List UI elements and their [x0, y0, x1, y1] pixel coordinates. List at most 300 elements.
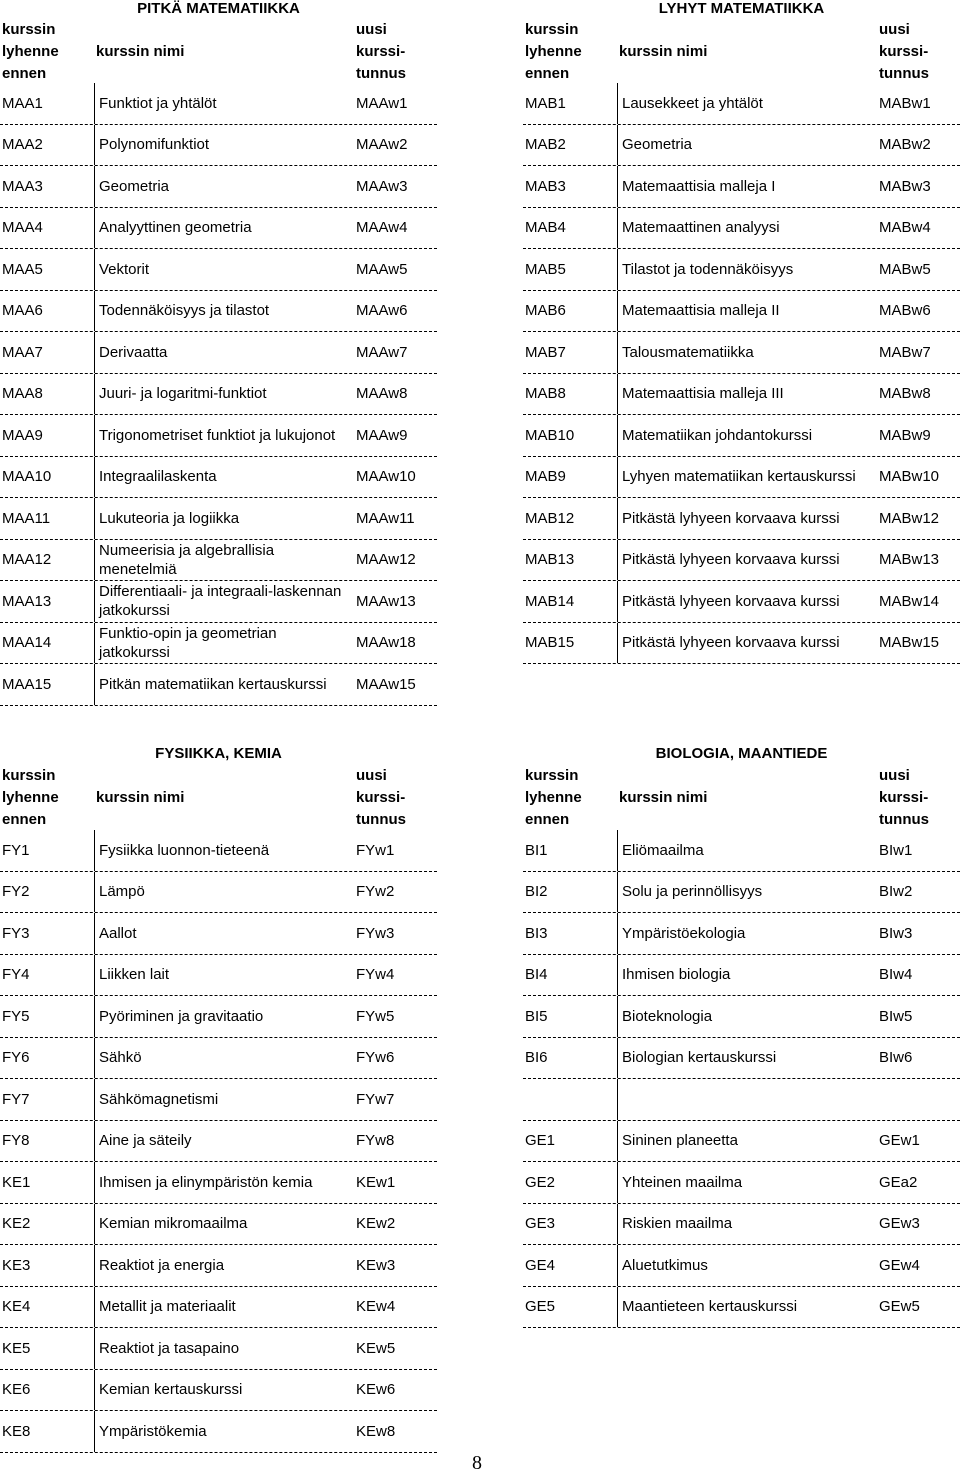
old-course-code: KE8: [2, 1422, 31, 1440]
table-row: [0, 1162, 437, 1204]
table-row: [523, 1245, 960, 1287]
table-row: [523, 83, 960, 125]
old-course-code: MAB14: [525, 592, 575, 610]
column-divider: [94, 1162, 95, 1203]
old-course-code: FY3: [2, 924, 30, 942]
table-row: [523, 1079, 960, 1121]
table-row: [0, 457, 437, 499]
course-name: Bioteknologia: [622, 1007, 713, 1025]
course-name: Aine ja säteily: [99, 1132, 192, 1150]
old-course-code: MAB7: [525, 343, 566, 361]
course-name: Pitkästä lyhyeen korvaava kurssi: [622, 592, 840, 610]
section-title: PITKÄ MATEMATIIKKA: [137, 0, 300, 17]
new-course-code: MAAw8: [356, 385, 408, 403]
new-course-code: FYw5: [356, 1007, 395, 1025]
header-new-code: uusi kurssi- tunnus: [879, 21, 929, 82]
course-name: Matemaattisia malleja III: [622, 385, 784, 403]
column-divider: [94, 1370, 95, 1411]
new-course-code: GEw5: [879, 1298, 920, 1316]
new-course-code: FYw2: [356, 883, 395, 901]
course-name: Kemian mikromaailma: [99, 1215, 248, 1233]
column-divider: [94, 332, 95, 373]
new-course-code: MAAw18: [356, 634, 416, 652]
column-divider: [94, 623, 95, 664]
old-course-code: MAB12: [525, 509, 575, 527]
old-course-code: KE3: [2, 1256, 31, 1274]
old-course-code: MAA12: [2, 551, 52, 569]
old-course-code: BI3: [525, 924, 548, 942]
table-row: [0, 415, 437, 457]
new-course-code: GEw1: [879, 1132, 920, 1150]
table-row: [523, 872, 960, 914]
table-row: [0, 913, 437, 955]
column-divider: [617, 1162, 618, 1203]
course-name: Talousmatematiikka: [622, 343, 754, 361]
old-course-code: MAB10: [525, 426, 575, 444]
column-divider: [94, 830, 95, 871]
old-course-code: BI1: [525, 841, 548, 859]
table-row: [0, 1038, 437, 1080]
old-course-code: KE2: [2, 1215, 31, 1233]
new-course-code: BIw3: [879, 924, 913, 942]
new-course-code: KEw2: [356, 1215, 396, 1233]
table-row: [0, 208, 437, 250]
column-divider: [617, 166, 618, 207]
old-course-code: MAB9: [525, 468, 566, 486]
course-name: Lukuteoria ja logiikka: [99, 509, 240, 527]
old-course-code: GE1: [525, 1132, 556, 1150]
new-course-code: MAAw10: [356, 468, 416, 486]
new-course-code: MABw6: [879, 302, 931, 320]
old-course-code: FY2: [2, 883, 30, 901]
new-course-code: MABw9: [879, 426, 931, 444]
course-name: Metallit ja materiaalit: [99, 1298, 236, 1316]
new-course-code: MAAw11: [356, 509, 415, 527]
column-divider: [94, 291, 95, 332]
old-course-code: KE6: [2, 1381, 31, 1399]
table-row: [0, 1370, 437, 1412]
column-divider: [94, 1411, 95, 1452]
new-course-code: MABw5: [879, 260, 931, 278]
column-divider: [94, 1245, 95, 1286]
table-row: [523, 415, 960, 457]
old-course-code: GE5: [525, 1298, 556, 1316]
new-course-code: BIw1: [879, 841, 913, 859]
header-new-code: uusi kurssi- tunnus: [356, 767, 406, 828]
table-row: [523, 955, 960, 997]
course-name: Pitkän matematiikan kertauskurssi: [99, 675, 327, 693]
course-name: Derivaatta: [99, 343, 168, 361]
column-divider: [617, 1038, 618, 1079]
new-course-code: BIw4: [879, 966, 913, 984]
course-table: [523, 830, 960, 1329]
new-course-code: MABw1: [879, 94, 931, 112]
column-divider: [94, 1121, 95, 1162]
course-name: Aallot: [99, 924, 137, 942]
new-course-code: FYw8: [356, 1132, 395, 1150]
course-name: Pyöriminen ja gravitaatio: [99, 1007, 264, 1025]
course-name: Integraalilaskenta: [99, 468, 217, 486]
course-name: Differentiaali- ja integraali-laskennan jatkokurssi: [99, 583, 342, 620]
old-course-code: KE1: [2, 1173, 31, 1191]
table-row: [0, 166, 437, 208]
old-course-code: MAA6: [2, 302, 43, 320]
course-name: Ympäristöekologia: [622, 924, 746, 942]
course-name: Pitkästä lyhyeen korvaava kurssi: [622, 551, 840, 569]
column-divider: [617, 540, 618, 581]
column-divider: [617, 830, 618, 871]
table-row: [523, 1287, 960, 1329]
table-row: [0, 1287, 437, 1329]
column-divider: [94, 125, 95, 166]
new-course-code: MABw4: [879, 219, 931, 237]
course-name: Ihmisen biologia: [622, 966, 731, 984]
course-name: Juuri- ja logaritmi-funktiot: [99, 385, 267, 403]
header-old-code: kurssin lyhenne ennen: [525, 21, 582, 82]
table-row: [0, 1411, 437, 1453]
course-name: Liikken lait: [99, 966, 170, 984]
table-row: [0, 83, 437, 125]
table-row: [523, 249, 960, 291]
section-title: FYSIIKKA, KEMIA: [155, 745, 282, 762]
column-divider: [617, 125, 618, 166]
old-course-code: MAB8: [525, 385, 566, 403]
column-divider: [617, 208, 618, 249]
course-name: Polynomifunktiot: [99, 136, 210, 154]
course-name: Matemaattisia malleja II: [622, 302, 780, 320]
new-course-code: MABw14: [879, 592, 940, 610]
table-row: [0, 664, 437, 706]
old-course-code: MAA4: [2, 219, 43, 237]
old-course-code: FY5: [2, 1007, 30, 1025]
table-row: [0, 1121, 437, 1163]
table-row: [0, 1245, 437, 1287]
table-row: [523, 1038, 960, 1080]
old-course-code: MAB6: [525, 302, 566, 320]
new-course-code: FYw6: [356, 1049, 395, 1067]
new-course-code: GEa2: [879, 1173, 918, 1191]
new-course-code: MAAw6: [356, 302, 408, 320]
table-row: [0, 125, 437, 167]
old-course-code: MAA9: [2, 426, 43, 444]
column-divider: [94, 540, 95, 581]
old-course-code: MAA11: [2, 509, 51, 527]
column-divider: [617, 498, 618, 539]
new-course-code: FYw1: [356, 841, 395, 859]
old-course-code: FY8: [2, 1132, 30, 1150]
old-course-code: MAA14: [2, 634, 52, 652]
old-course-code: MAA15: [2, 675, 52, 693]
new-course-code: KEw3: [356, 1256, 396, 1274]
section-biologia-maantiede: [523, 745, 960, 1345]
course-name: Kemian kertauskurssi: [99, 1381, 243, 1399]
column-divider: [94, 996, 95, 1037]
table-row: [523, 332, 960, 374]
table-row: [0, 623, 437, 665]
table-row: [523, 1204, 960, 1246]
new-course-code: MAAw4: [356, 219, 408, 237]
column-divider: [94, 913, 95, 954]
column-divider: [94, 415, 95, 456]
column-divider: [617, 1121, 618, 1162]
page-number: 8: [472, 1452, 482, 1474]
old-course-code: MAB2: [525, 136, 566, 154]
column-divider: [617, 581, 618, 622]
column-divider: [94, 1204, 95, 1245]
column-divider: [617, 1287, 618, 1328]
header-course-name: kurssin nimi: [619, 43, 708, 60]
column-divider: [617, 955, 618, 996]
old-course-code: MAA8: [2, 385, 43, 403]
course-name: Reaktiot ja energia: [99, 1256, 225, 1274]
new-course-code: MABw13: [879, 551, 940, 569]
table-row: [523, 374, 960, 416]
new-course-code: MAAw15: [356, 675, 416, 693]
table-row: [523, 1121, 960, 1163]
table-row: [0, 374, 437, 416]
course-name: Todennäköisyys ja tilastot: [99, 302, 270, 320]
column-divider: [94, 498, 95, 539]
column-divider: [94, 1328, 95, 1369]
table-row: [523, 498, 960, 540]
course-name: Numeerisia ja algebrallisia menetelmiä: [99, 541, 275, 578]
course-name: Matemaattinen analyysi: [622, 219, 780, 237]
new-course-code: MAAw3: [356, 177, 408, 195]
column-divider: [617, 415, 618, 456]
column-divider: [617, 249, 618, 290]
table-row: [523, 913, 960, 955]
table-row: [523, 291, 960, 333]
course-name: Sähkö: [99, 1049, 142, 1067]
new-course-code: KEw4: [356, 1298, 396, 1316]
course-name: Funktiot ja yhtälöt: [99, 94, 217, 112]
column-divider: [617, 374, 618, 415]
section-fysiikka-kemia: [0, 745, 437, 1455]
new-course-code: MAAw1: [356, 94, 408, 112]
course-name: Lausekkeet ja yhtälöt: [622, 94, 763, 112]
table-row: [0, 332, 437, 374]
old-course-code: MAB1: [525, 94, 566, 112]
old-course-code: MAA3: [2, 177, 43, 195]
header-course-name: kurssin nimi: [619, 789, 708, 806]
column-divider: [617, 623, 618, 664]
header-new-code: uusi kurssi- tunnus: [356, 21, 406, 82]
column-divider: [617, 83, 618, 124]
table-row: [0, 955, 437, 997]
column-divider: [94, 1079, 95, 1120]
column-divider: [94, 208, 95, 249]
new-course-code: MAAw9: [356, 426, 408, 444]
table-row: [523, 1162, 960, 1204]
new-course-code: MAAw12: [356, 551, 416, 569]
old-course-code: BI5: [525, 1007, 548, 1025]
header-course-name: kurssin nimi: [96, 789, 185, 806]
course-name: Trigonometriset funktiot ja lukujonot: [99, 426, 336, 444]
old-course-code: KE5: [2, 1339, 31, 1357]
column-divider: [94, 1038, 95, 1079]
table-row: [0, 581, 437, 623]
new-course-code: FYw4: [356, 966, 395, 984]
course-name: Aluetutkimus: [622, 1256, 708, 1274]
old-course-code: FY4: [2, 966, 30, 984]
table-row: [0, 249, 437, 291]
course-name: Yhteinen maailma: [622, 1173, 743, 1191]
old-course-code: MAA10: [2, 468, 52, 486]
course-name: Analyyttinen geometria: [99, 219, 252, 237]
new-course-code: MAAw13: [356, 592, 416, 610]
header-old-code: kurssin lyhenne ennen: [525, 767, 582, 828]
new-course-code: BIw5: [879, 1007, 913, 1025]
header-old-code: kurssin lyhenne ennen: [2, 21, 59, 82]
old-course-code: GE3: [525, 1215, 556, 1233]
table-row: [0, 498, 437, 540]
old-course-code: MAB5: [525, 260, 566, 278]
course-name: Eliömaailma: [622, 841, 704, 859]
course-name: Lämpö: [99, 883, 145, 901]
new-course-code: MABw7: [879, 343, 931, 361]
new-course-code: MABw8: [879, 385, 931, 403]
new-course-code: BIw6: [879, 1049, 913, 1067]
table-row: [0, 291, 437, 333]
old-course-code: GE4: [525, 1256, 556, 1274]
column-divider: [94, 872, 95, 913]
course-name: Lyhyen matematiikan kertauskurssi: [622, 468, 856, 486]
new-course-code: MABw10: [879, 468, 940, 486]
new-course-code: GEw4: [879, 1256, 920, 1274]
course-table: [0, 830, 437, 1453]
header-course-name: kurssin nimi: [96, 43, 185, 60]
old-course-code: FY7: [2, 1090, 30, 1108]
course-name: Geometria: [622, 136, 693, 154]
header-new-code: uusi kurssi- tunnus: [879, 767, 929, 828]
course-name: Maantieteen kertauskurssi: [622, 1298, 798, 1316]
column-divider: [617, 1204, 618, 1245]
column-divider: [94, 664, 95, 705]
new-course-code: KEw8: [356, 1422, 396, 1440]
course-name: Ympäristökemia: [99, 1422, 207, 1440]
new-course-code: KEw6: [356, 1381, 396, 1399]
column-divider: [94, 1287, 95, 1328]
course-name: Tilastot ja todennäköisyys: [622, 260, 794, 278]
column-divider: [617, 913, 618, 954]
column-divider: [617, 872, 618, 913]
section-title: BIOLOGIA, MAANTIEDE: [655, 745, 828, 762]
table-row: [0, 830, 437, 872]
old-course-code: MAA13: [2, 592, 52, 610]
new-course-code: MABw2: [879, 136, 931, 154]
old-course-code: FY6: [2, 1049, 30, 1067]
table-row: [523, 166, 960, 208]
new-course-code: MABw12: [879, 509, 940, 527]
old-course-code: BI4: [525, 966, 548, 984]
course-name: Pitkästä lyhyeen korvaava kurssi: [622, 634, 840, 652]
old-course-code: MAA1: [2, 94, 43, 112]
new-course-code: MAAw2: [356, 136, 408, 154]
section-pitka-matematiikka: [0, 0, 437, 710]
new-course-code: KEw1: [356, 1173, 396, 1191]
header-old-code: kurssin lyhenne ennen: [2, 767, 59, 828]
course-name: [622, 1079, 874, 1120]
old-course-code: BI2: [525, 883, 548, 901]
course-name: Riskien maailma: [622, 1215, 733, 1233]
table-row: [523, 581, 960, 623]
course-table: [0, 83, 437, 706]
column-divider: [94, 249, 95, 290]
table-row: [0, 872, 437, 914]
table-row: [523, 623, 960, 665]
new-course-code: BIw2: [879, 883, 913, 901]
column-divider: [94, 581, 95, 622]
column-divider: [617, 291, 618, 332]
old-course-code: BI6: [525, 1049, 548, 1067]
course-name: Matematiikan johdantokurssi: [622, 426, 813, 444]
course-name: Matemaattisia malleja I: [622, 177, 776, 195]
old-course-code: [525, 1079, 615, 1120]
table-row: [0, 996, 437, 1038]
course-name: Ihmisen ja elinympäristön kemia: [99, 1173, 313, 1191]
new-course-code: MAAw7: [356, 343, 408, 361]
column-divider: [617, 332, 618, 373]
course-name: Reaktiot ja tasapaino: [99, 1339, 240, 1357]
course-name: Sähkömagnetismi: [99, 1090, 219, 1108]
new-course-code: MABw3: [879, 177, 931, 195]
column-divider: [94, 83, 95, 124]
new-course-code: KEw5: [356, 1339, 396, 1357]
table-row: [0, 1328, 437, 1370]
table-row: [523, 125, 960, 167]
column-divider: [94, 955, 95, 996]
course-table: [523, 83, 960, 664]
section-lyhyt-matematiikka: [523, 0, 960, 710]
column-divider: [617, 457, 618, 498]
table-row: [0, 1204, 437, 1246]
old-course-code: KE4: [2, 1298, 31, 1316]
course-name: Funktio-opin ja geometrian jatkokurssi: [99, 624, 277, 661]
old-course-code: FY1: [2, 841, 30, 859]
table-row: [523, 457, 960, 499]
old-course-code: GE2: [525, 1173, 556, 1191]
new-course-code: FYw7: [356, 1090, 395, 1108]
old-course-code: MAB15: [525, 634, 575, 652]
old-course-code: MAA5: [2, 260, 43, 278]
old-course-code: MAB13: [525, 551, 575, 569]
old-course-code: MAA2: [2, 136, 43, 154]
new-course-code: MABw15: [879, 634, 940, 652]
table-row: [523, 996, 960, 1038]
column-divider: [94, 457, 95, 498]
new-course-code: FYw3: [356, 924, 395, 942]
table-row: [523, 208, 960, 250]
section-title: LYHYT MATEMATIIKKA: [658, 0, 825, 17]
course-name: Biologian kertauskurssi: [622, 1049, 777, 1067]
column-divider: [94, 166, 95, 207]
column-divider: [94, 374, 95, 415]
course-name: Solu ja perinnöllisyys: [622, 883, 763, 901]
table-row: [523, 830, 960, 872]
course-name: Geometria: [99, 177, 170, 195]
old-course-code: MAA7: [2, 343, 43, 361]
new-course-code: GEw3: [879, 1215, 920, 1233]
table-row: [0, 540, 437, 582]
table-row: [0, 1079, 437, 1121]
table-row: [523, 540, 960, 582]
column-divider: [617, 1079, 618, 1120]
old-course-code: MAB3: [525, 177, 566, 195]
course-name: Sininen planeetta: [622, 1132, 738, 1150]
new-course-code: [879, 1079, 959, 1120]
course-name: Fysiikka luonnon-tieteenä: [99, 841, 270, 859]
old-course-code: MAB4: [525, 219, 566, 237]
